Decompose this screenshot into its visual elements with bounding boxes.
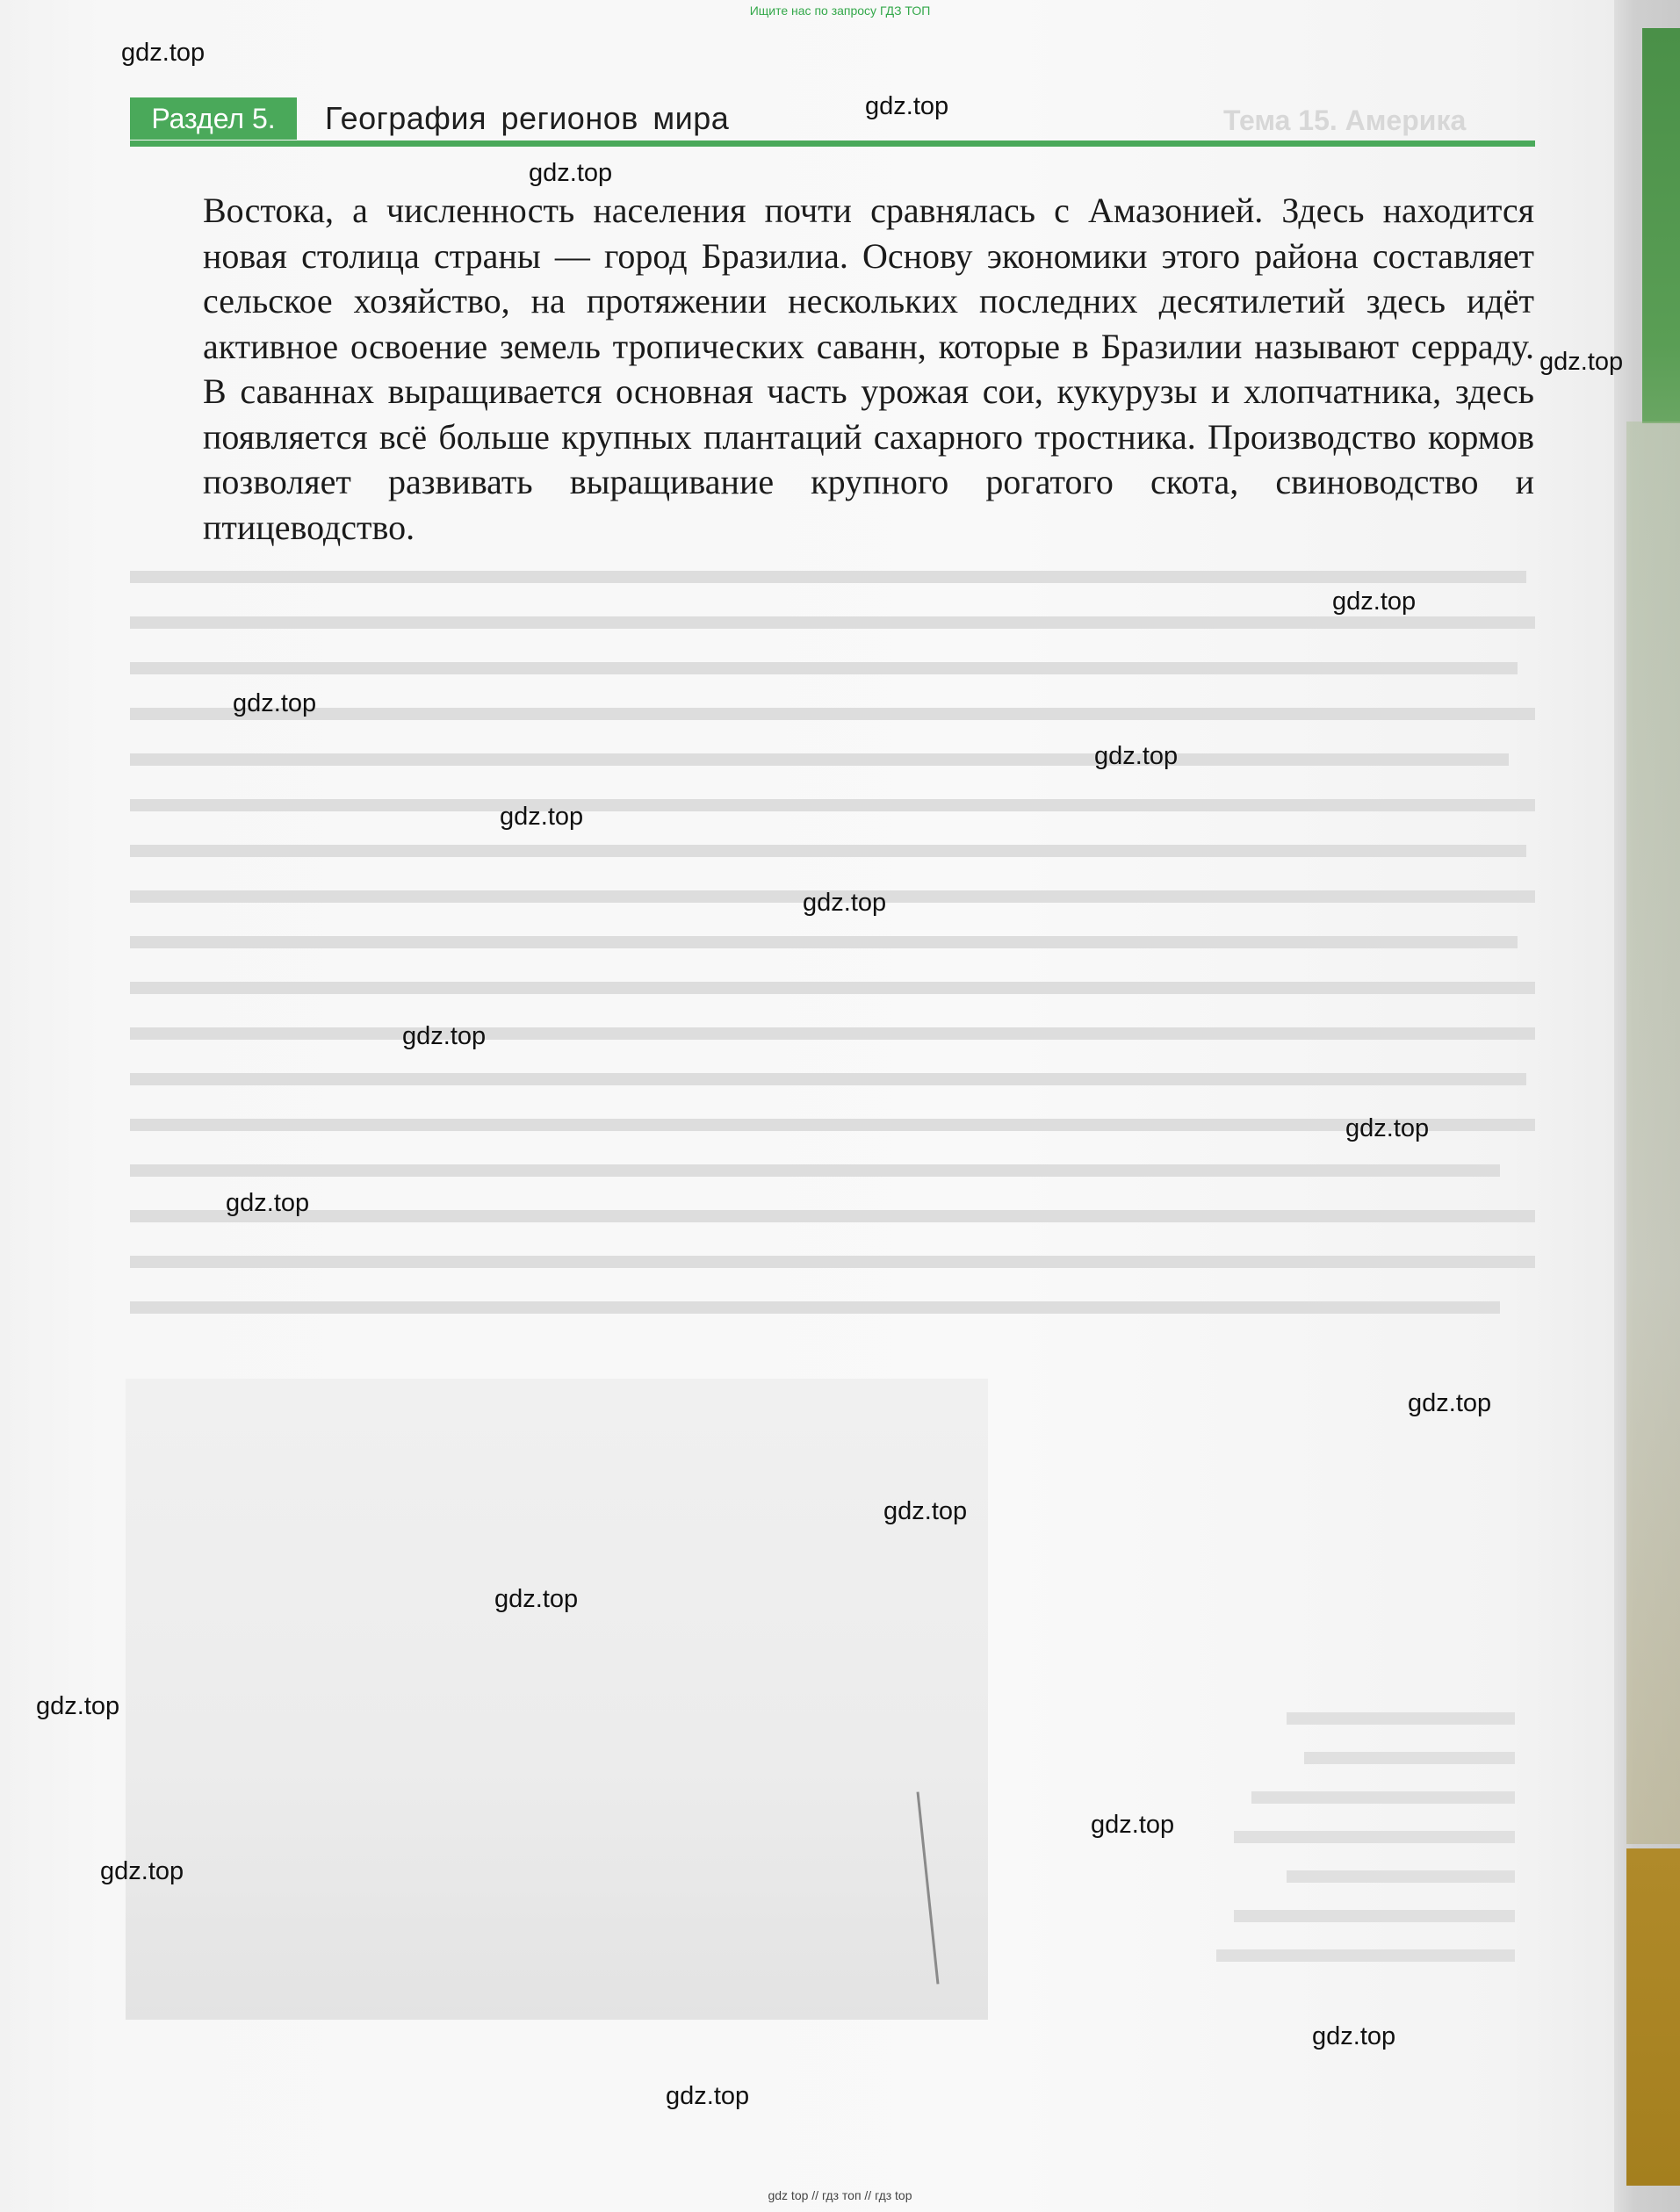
watermark: gdz.top (865, 92, 949, 120)
watermark: gdz.top (100, 1857, 184, 1885)
watermark: gdz.top (1091, 1811, 1175, 1839)
chapter-tab-fade (1626, 422, 1680, 1844)
bleed-through-topic: Тема 15. Америка (1223, 104, 1467, 136)
watermark: gdz.top (529, 159, 613, 187)
watermark: gdz.top (1332, 587, 1417, 616)
watermark: gdz.top (1345, 1114, 1430, 1142)
bottom-promo-note: gdz top // гдз топ // гдз top (768, 2188, 912, 2202)
chapter-tab-green (1642, 28, 1680, 423)
bleed-through-photo (126, 1379, 988, 2020)
watermark: gdz.top (666, 2082, 750, 2110)
watermark: gdz.top (226, 1189, 310, 1217)
bleed-through-text (130, 562, 1553, 1326)
watermark: gdz.top (36, 1692, 120, 1720)
body-paragraph: Востока, а численность населения почти сравнялась с Амазонией. Здесь находится новая столица страны — город Бразилиа. Основу экономики этого района составляет сельское хозяйство, на протяжении нескольких последних десятилетий здесь идёт активное освоение земель тропических саванн, которые в Бразилии называют серраду. В саваннах выращивается основная часть урожая сои, кукурузы и хлопчатника, здесь появляется всё больше крупных плантаций сахарного тростника. Производство кормов позволяет развивать выращивание крупного рогатого скота, свиноводство и птицеводство. (203, 191, 1534, 547)
watermark: gdz.top (1539, 348, 1624, 376)
watermark: gdz.top (803, 889, 887, 917)
watermark: gdz.top (494, 1585, 579, 1613)
chapter-tab-gold (1626, 1848, 1680, 2186)
watermark: gdz.top (1094, 742, 1179, 770)
watermark: gdz.top (883, 1497, 968, 1525)
section-title: География регионов мира (325, 100, 730, 136)
header-rule (130, 141, 1535, 147)
watermark: gdz.top (233, 689, 317, 717)
top-promo-note: Ищите нас по запросу ГДЗ ТОП (749, 4, 931, 18)
bleed-through-caption-lines (1023, 1704, 1515, 1993)
bleed-through-caption (1023, 1704, 1515, 2004)
section-label: Раздел 5. (130, 97, 297, 140)
watermark: gdz.top (121, 39, 205, 67)
watermark: gdz.top (500, 803, 584, 831)
watermark: gdz.top (1312, 2022, 1396, 2050)
watermark: gdz.top (1408, 1389, 1492, 1417)
watermark: gdz.top (402, 1022, 487, 1050)
section-header (130, 94, 1535, 147)
bleed-through-lines (130, 562, 1553, 1326)
